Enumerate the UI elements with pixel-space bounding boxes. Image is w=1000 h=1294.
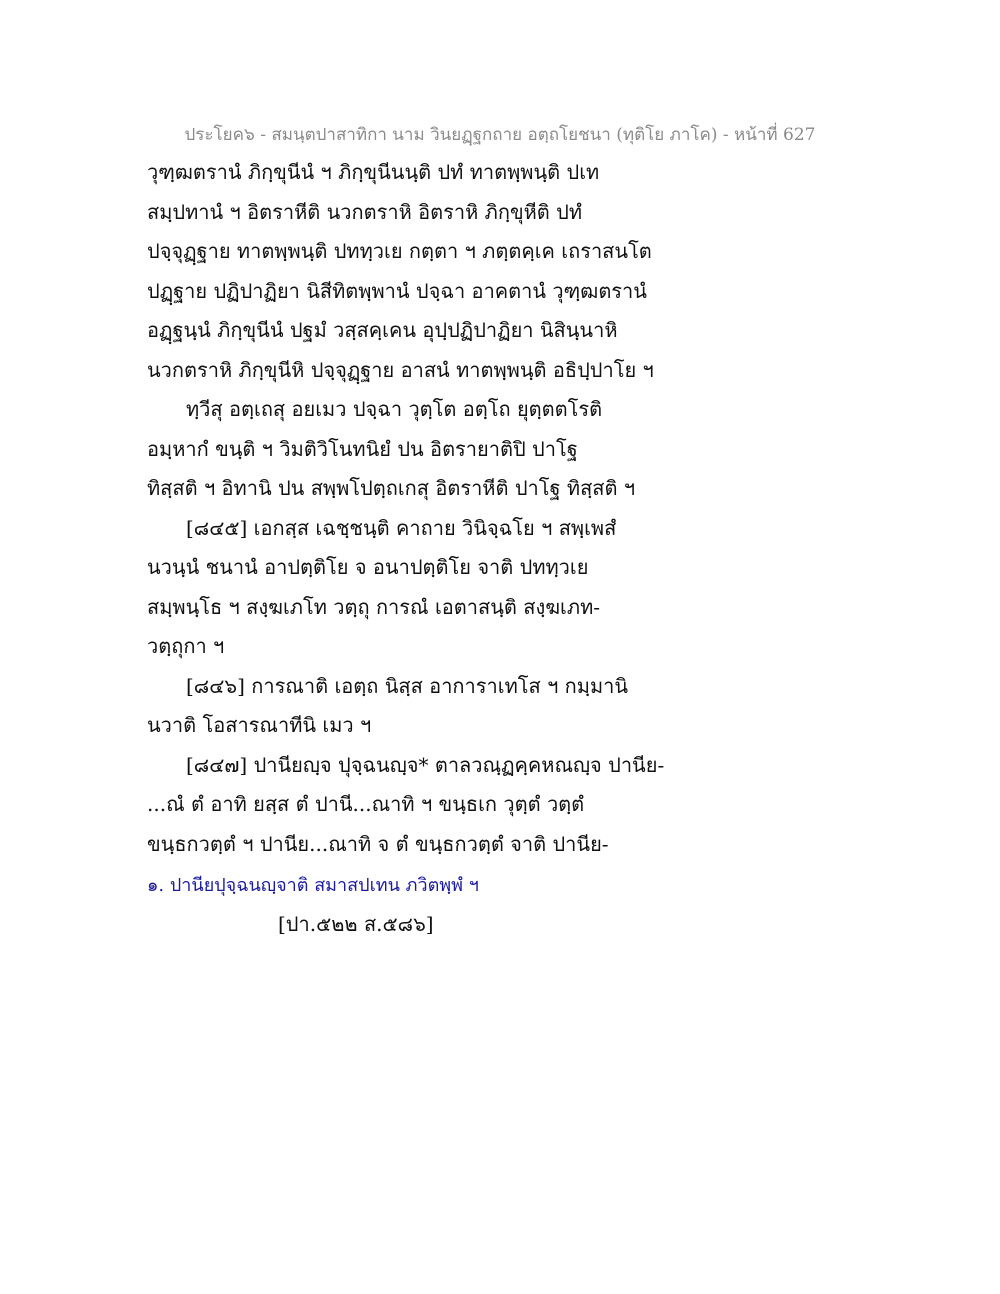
- text-line: [๘๔๖] การณาติ เอตฺถ นิสฺส อาการาเทโส ฯ กมฺมานิ: [186, 673, 629, 698]
- page-header: ประโยค๖ - สมนฺตปาสาทิกา นาม วินยฏฺฐกถาย อตฺถโยชนา (ทุติโย ภาโค) - หน้าที่ 627: [184, 125, 816, 145]
- text-line: สมฺพนฺโธ ฯ สงฺฆเภโท วตฺถุ การณํ เอตาสนฺติ สงฺฆเภท-: [147, 594, 601, 619]
- text-line: ปจฺจุฏฺฐาย ทาตพฺพนฺติ ปททฺวเย กตฺตา ฯ ภตฺตคฺเค เถราสนโต: [147, 239, 652, 263]
- text-line: นวาติ โอสารณาทีนิ เมว ฯ: [147, 713, 372, 737]
- text-line: สมฺปทานํ ฯ อิตราหีติ นวกตราหิ อิตราหิ ภิกฺขุหีติ ปทํ: [147, 199, 583, 224]
- text-line: ทิสฺสติ ฯ อิทานิ ปน สพฺพโปตฺถเกสุ อิตราหีติ ปาโฐ ทิสฺสติ ฯ: [147, 476, 636, 500]
- text-line: วตฺถุกา ฯ: [147, 634, 225, 658]
- footnote: ๑. ปานียปุจฺฉนญฺจาติ สมาสปเทน ภวิตพฺพํ ฯ: [147, 875, 479, 896]
- text-line: [๘๔๗] ปานียญฺจ ปุจฺฉนญฺจ* ตาลวณฺฏคฺคหณญฺจ ปานีย-: [186, 752, 665, 777]
- text-line: วุฑฺฒตรานํ ภิกฺขุนีนํ ฯ ภิกฺขุนีนนฺติ ปทํ ทาตพฺพนฺติ ปเท: [147, 160, 600, 184]
- text-line: ปฏฺฐาย ปฏิปาฏิยา นิสีทิตพฺพานํ ปจฺฉา อาคตานํ วุฑฺฒตรานํ: [147, 278, 647, 303]
- text-line: อมฺหากํ ขนฺติ ฯ วิมติวิโนทนิยํ ปน อิตรายาติปิ ปาโฐ: [147, 436, 578, 461]
- text-line: อฏฺฐนฺนํ ภิกฺขุนีนํ ปฐมํ วสฺสคฺเคน อุปฺปฏิปาฏิยา นิสินฺนาหิ: [147, 318, 618, 342]
- text-line: [๘๔๕] เอกสฺส เฉชฺชนฺติ คาถาย วินิจฺฉโย ฯ สพฺเพสํ: [186, 515, 617, 540]
- text-line: นวกตราหิ ภิกฺขุนีหิ ปจฺจุฏฺฐาย อาสนํ ทาตพฺพนฺติ อธิปฺปาโย ฯ: [147, 357, 654, 382]
- text-line: ทฺวีสุ อตฺเถสุ อยเมว ปจฺฉา วุตฺโต อตฺโถ ยุตฺตตโรติ: [186, 397, 603, 421]
- body-text: [147, 153, 847, 864]
- text-line: นวนฺนํ ชนานํ อาปตฺติโย จ อนาปตฺติโย จาติ ปททฺวเย: [147, 555, 589, 579]
- page-reference: [ปา.๕๒๒ ส.๕๘๖]: [278, 912, 434, 936]
- text-line: ขนฺธกวตฺตํ ฯ ปานีย...ณาทิ จ ตํ ขนฺธกวตฺตํ จาติ ปานีย-: [147, 831, 609, 856]
- text-line: ...ณํ ตํ อาทิ ยสฺส ตํ ปานี...ณาทิ ฯ ขนฺธเก วุตฺตํ วตฺตํ: [147, 792, 585, 816]
